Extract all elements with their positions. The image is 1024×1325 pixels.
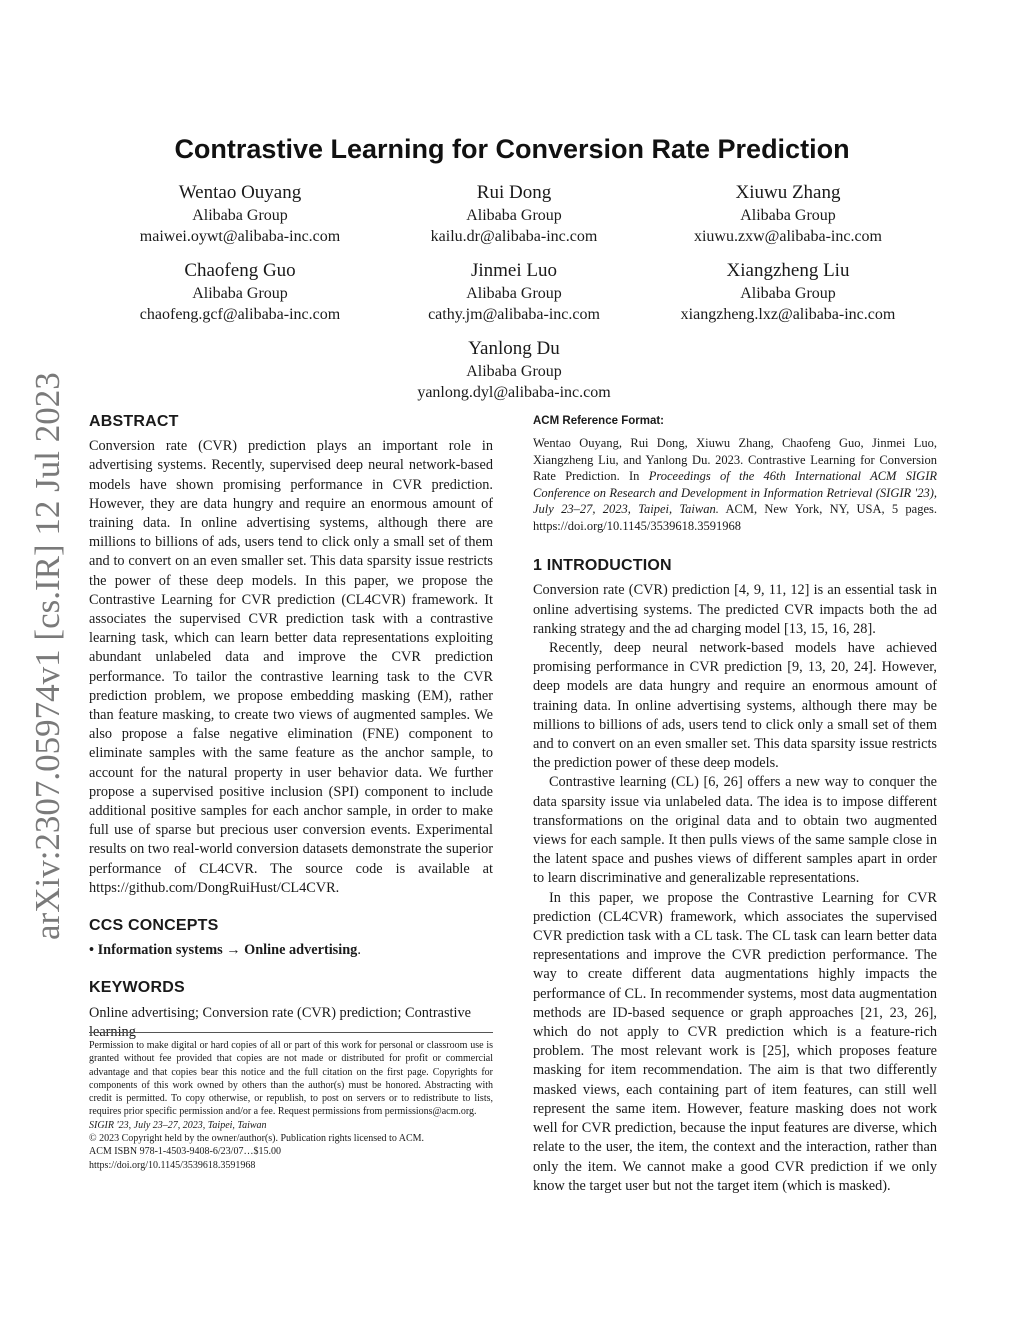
author-affiliation: Alibaba Group xyxy=(740,207,836,224)
author-affiliation: Alibaba Group xyxy=(740,285,836,302)
left-column xyxy=(89,412,493,1042)
author-email[interactable]: cathy.jm@alibaba-inc.com xyxy=(428,306,600,323)
author-affiliation: Alibaba Group xyxy=(466,363,562,380)
author-4 xyxy=(90,259,390,325)
author-email[interactable]: xiuwu.zxw@alibaba-inc.com xyxy=(693,228,882,245)
doi-line[interactable]: https://doi.org/10.1145/3539618.3591968 xyxy=(89,1159,256,1171)
author-email[interactable]: kailu.dr@alibaba-inc.com xyxy=(430,228,598,245)
paper-title: Contrastive Learning for Conversion Rate Prediction xyxy=(174,134,850,164)
author-name: Chaofeng Guo xyxy=(184,260,296,281)
permission-footnote xyxy=(89,1032,493,1172)
author-6 xyxy=(638,259,938,325)
intro-paragraph-3: Contrastive learning (CL) [6, 26] offers a new way to conquer the data sparsity issue via unlabeled data. The idea is to impose different transformations on the original data and to obtain two augmented views for each sample. It then pulls views of the same sample close in the latent space and pushes views of different samples apart in order to learn discriminative and generalizable representations. xyxy=(533,774,937,887)
permission-text: Permission to make digital or hard copies of all or part of this work for personal or classroom use is granted without fee provided that copies are not made or distributed for profit or commercial advantage and that copies bear this notice and the full citation on the first page. Copyrights for components of this work owned by others than the author(s) must be honored. Abstracting with credit is permitted. To copy otherwise, or republish, to post on servers or to redistribute to lists, requires prior specific permission and/or a fee. Request permissions from permissions@acm.org. xyxy=(89,1040,493,1118)
author-name: Rui Dong xyxy=(476,182,552,203)
abstract-heading: ABSTRACT xyxy=(89,413,179,430)
author-email[interactable]: yanlong.dyl@alibaba-inc.com xyxy=(417,384,611,401)
abstract-text: Conversion rate (CVR) prediction plays an important role in advertising systems. Recently, supervised deep neural network-based models have shown promising performance in CVR prediction. However, they are data hungry and require an enormous amount of training data. In online advertising systems, although there are millions to billions of ads, users tend to click only a small set of them and to convert on an even smaller set. This data sparsity issue restricts the power of these deep models. In this paper, we propose the Contrastive Learning for CVR prediction (CL4CVR) framework. It associates the supervised CVR prediction task with a contrastive learning task, which can learn better data representations exploiting abundant unlabeled data and improve the CVR prediction performance. To tailor the contrastive learning task to the CVR prediction problem, we propose embedding masking (EM), rather than feature masking, to create two views of augmented samples. We also propose a false negative elimination (FNE) component to eliminate samples with the same feature as the anchor sample, to account for the natural property in user behavior data. We further propose a supervised positive inclusion (SPI) component to include additional positive samples for each anchor sample, in order to make full use of sparse but precious user conversion events. Experimental results on two real-world conversion datasets demonstrate the superior performance of CL4CVR. The source code is available at https://github.com/DongRuiHust/CL4CVR. xyxy=(89,438,493,896)
introduction-heading: 1 INTRODUCTION xyxy=(533,557,672,575)
author-name: Jinmei Luo xyxy=(470,260,558,281)
intro-paragraph-2: Recently, deep neural network-based models have achieved promising performance in CVR prediction [9, 13, 20, 24]. However, deep models are data hungry and require an enormous amount of training data. In online advertising systems, although there may be millions to billions of ads, users tend to click only a small set of them and to convert on an even smaller set. This data sparsity issue restricts the prediction power of these deep models. xyxy=(533,640,937,772)
acm-ref-authors: Wentao Ouyang, Rui Dong, Xiuwu Zhang, Chaofeng Guo, Jinmei Luo, Xiangzheng Liu, and Yanlong Du. 2023. Contrastive Learning for Conversion Rate Prediction. In xyxy=(533,436,937,484)
venue-line: SIGIR '23, July 23–27, 2023, Taipei, Taiwan xyxy=(89,1119,267,1131)
author-affiliation: Alibaba Group xyxy=(192,285,288,302)
intro-paragraph-4: In this paper, we propose the Contrastive Learning for CVR prediction (CL4CVR) framework, which associates the supervised CVR prediction task with a CL task. The CL task can learn better data representations and improve the CVR prediction performance. The way to create different data augmentations highly impacts the performance of CL. In recommender systems, most data augmentation methods are ID-based sequence or graph approaches [21, 23, 26], which do not apply to CVR prediction which is a feature-rich problem. The most relevant work is [25], which proposes feature masking for item recommendation. The aim is that two differently masked views, each containing part of item features, can still well represent the same item. However, feature masking does not work well for CVR prediction, because the input features are diverse, which relate to the user, the item, the context and the interaction, rather than only the item. We cannot make a good CVR prediction if we only know the target user but not the target item (which is masked). xyxy=(533,889,937,1194)
author-affiliation: Alibaba Group xyxy=(466,285,562,302)
author-5 xyxy=(364,259,664,325)
author-1 xyxy=(90,181,390,247)
copyright-line: © 2023 Copyright held by the owner/author(s). Publication rights licensed to ACM. xyxy=(89,1133,425,1145)
author-7 xyxy=(364,337,664,403)
author-affiliation: Alibaba Group xyxy=(466,207,562,224)
acm-ref-heading: ACM Reference Format: xyxy=(533,415,664,427)
ccs-text: • Information systems → Online advertising xyxy=(89,942,358,959)
keywords-heading: KEYWORDS xyxy=(89,979,185,997)
author-name: Wentao Ouyang xyxy=(178,182,302,203)
author-affiliation: Alibaba Group xyxy=(192,207,288,224)
ccs-heading: CCS CONCEPTS xyxy=(89,917,219,935)
author-email[interactable]: xiangzheng.lxz@alibaba-inc.com xyxy=(680,306,896,323)
arxiv-side-stamp: arXiv:2307.05974v1 [cs.IR] 12 Jul 2023 xyxy=(28,372,67,940)
isbn-line: ACM ISBN 978-1-4503-9408-6/23/07…$15.00 xyxy=(89,1146,281,1158)
author-email[interactable]: maiwei.oywt@alibaba-inc.com xyxy=(139,228,341,245)
author-name: Xiangzheng Liu xyxy=(726,260,850,281)
keywords-text: Online advertising; Conversion rate (CVR) prediction; Contrastive learning xyxy=(89,1004,471,1040)
author-name: Yanlong Du xyxy=(468,338,560,359)
author-3 xyxy=(638,181,938,247)
acm-ref-proceedings: Proceedings of the 46th International ACM SIGIR Conference on Research and Development in Information Retrieval (SIGIR '23), July 23–27, 2023, Taipei, Taiwan. xyxy=(533,469,937,517)
acm-ref-publisher: ACM, New York, NY, USA, 5 pages. https://doi.org/10.1145/3539618.3591968 xyxy=(533,502,938,533)
author-2 xyxy=(364,181,664,247)
author-email[interactable]: chaofeng.gcf@alibaba-inc.com xyxy=(139,306,341,323)
intro-paragraph-1: Conversion rate (CVR) prediction [4, 9, 11, 12] is an essential task in online advertising systems. The predicted CVR impacts both the ad ranking strategy and the ad charging model [13, 15, 16, 28]. xyxy=(533,582,937,637)
ccs-concepts xyxy=(89,941,493,960)
right-column xyxy=(533,412,937,1196)
author-name: Xiuwu Zhang xyxy=(735,182,841,203)
ccs-trail: . xyxy=(357,942,361,959)
acm-ref-text xyxy=(533,435,937,534)
